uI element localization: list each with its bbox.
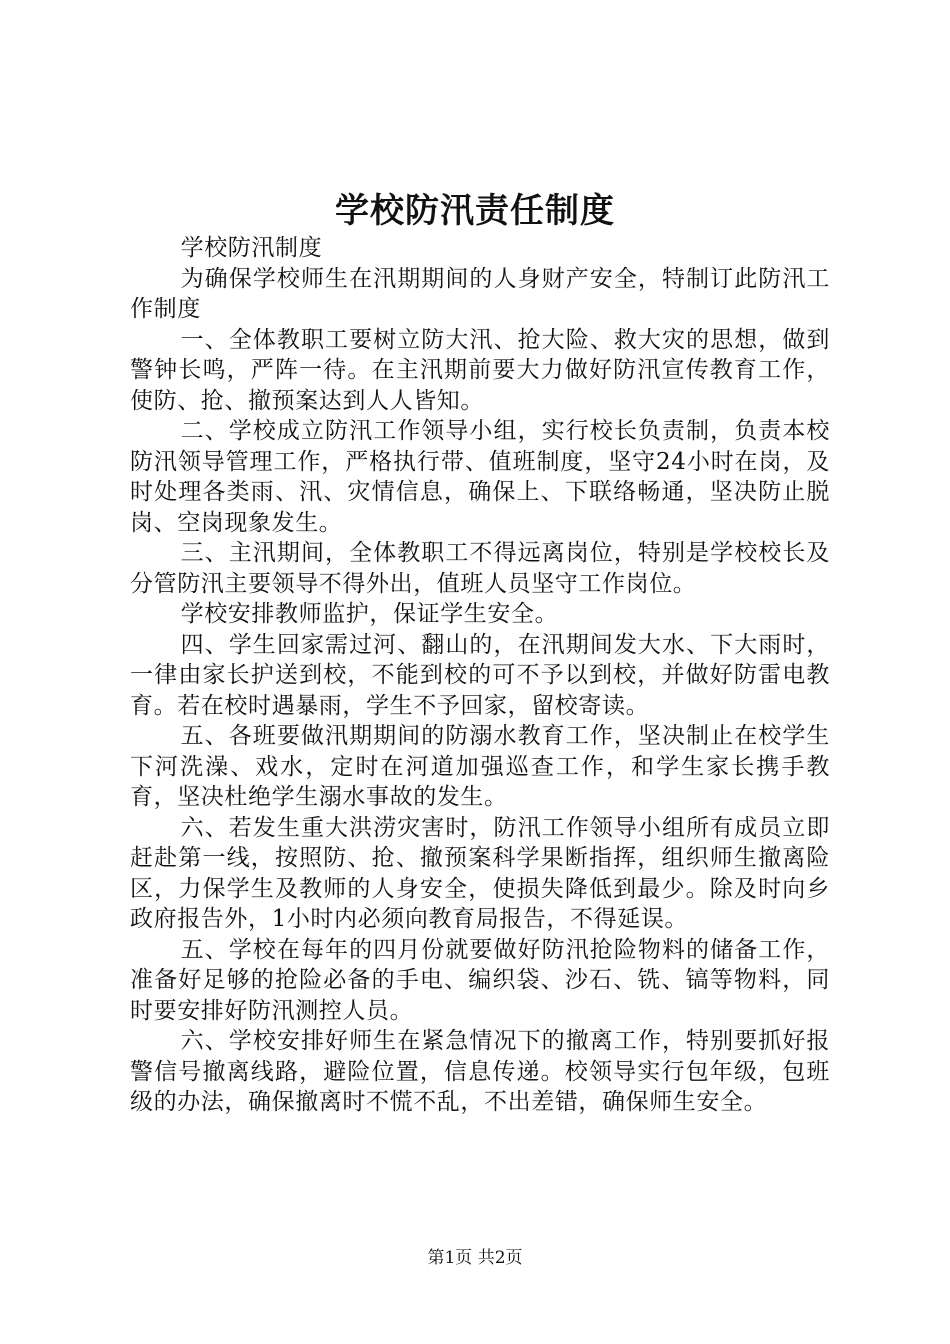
document-title: 学校防汛责任制度: [335, 191, 615, 231]
paragraph: 四、学生回家需过河、翻山的，在汛期间发大水、下大雨时，一律由家长护送到校，不能到校的可不予以到校，并做好防雷电教育。若在校时遇暴雨，学生不予回家，留校寄读。: [130, 631, 830, 719]
paragraph: 学校防汛制度: [180, 235, 323, 261]
paragraph: 一、全体教职工要树立防大汛、抢大险、救大灾的思想，做到警钟长鸣，严阵一待。在主汛期前要大力做好防汛宣传教育工作，使防、抢、撤预案达到人人皆知。: [130, 326, 830, 414]
paragraph: 五、学校在每年的四月份就要做好防汛抢险物料的储备工作，准备好足够的抢险必备的手电、编织袋、沙石、铣、镐等物料，同时要安排好防汛测控人员。: [130, 936, 830, 1024]
paragraph: 六、学校安排好师生在紧急情况下的撤离工作，特别要抓好报警信号撤离线路，避险位置，信息传递。校领导实行包年级，包班级的办法，确保撤离时不慌不乱，不出差错，确保师生安全。: [130, 1028, 830, 1115]
paragraph: 三、主汛期间，全体教职工不得远离岗位，特别是学校校长及分管防汛主要领导不得外出，值班人员坚守工作岗位。: [130, 540, 830, 597]
paragraph: 二、学校成立防汛工作领导小组，实行校长负责制，负责本校防汛领导管理工作，严格执行带、值班制度，坚守24小时在岗，及时处理各类雨、汛、灾情信息，确保上、下联络畅通，坚决防止脱岗、空岗现象发生。: [130, 418, 830, 536]
paragraph: 五、各班要做汛期期间的防溺水教育工作，坚决制止在校学生下河洗澡、戏水，定时在河道加强巡查工作，和学生家长携手教育，坚决杜绝学生溺水事故的发生。: [130, 723, 830, 810]
paragraph: 为确保学校师生在汛期期间的人身财产安全，特制订此防汛工作制度: [130, 265, 830, 322]
paragraph: 学校安排教师监护，保证学生安全。: [180, 601, 559, 627]
paragraph: 六、若发生重大洪涝灾害时，防汛工作领导小组所有成员立即赶赴第一线，按照防、抢、撤预案科学果断指挥，组织师生撤离险区，力保学生及教师的人身安全，使损失降低到最少。除及时向乡政府报告外，1小时内必须向教育局报告，不得延误。: [130, 814, 830, 932]
page-number-footer: 第1页 共2页: [427, 1248, 523, 1268]
document-body: [130, 233, 830, 1118]
